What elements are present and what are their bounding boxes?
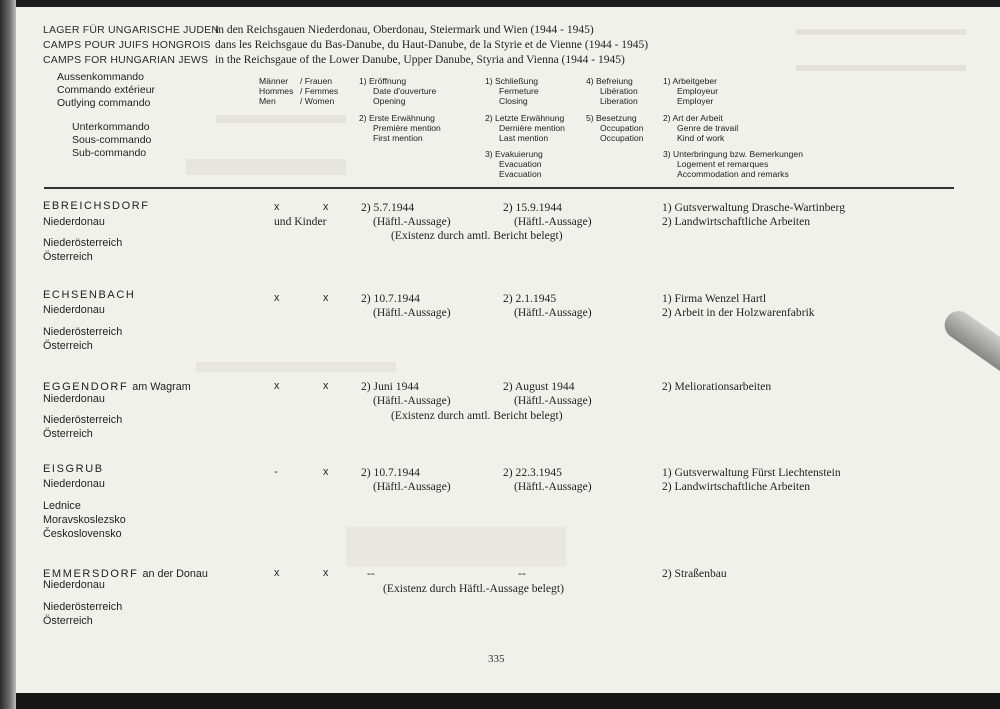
women-mark: x — [323, 292, 329, 304]
women-fr: / Femmes — [300, 86, 339, 96]
women-mark: x — [323, 567, 329, 579]
evac-en: Evacuation — [499, 169, 542, 179]
opening-en: Opening — [373, 96, 406, 106]
camp-state: Moravskoslezsko — [43, 514, 126, 526]
remark-2: 2) Landwirtschaftliche Arbeiten — [662, 480, 811, 493]
col-closing — [485, 76, 539, 106]
camp-region: Niederdonau — [43, 393, 105, 405]
existence-note: (Existenz durch amtl. Bericht belegt) — [391, 409, 563, 422]
camp-country: Österreich — [43, 340, 93, 352]
closing-de: 1) Schließung — [485, 76, 539, 86]
accom-en: Accommodation and remarks — [677, 169, 789, 179]
first-de: 2) Erste Erwähnung — [359, 113, 435, 123]
existence-note: (Existenz durch Häftl.-Aussage belegt) — [383, 582, 564, 595]
work-fr: Genre de travail — [677, 123, 739, 133]
outlying-commando-label — [57, 71, 155, 110]
col-accommodation — [663, 149, 803, 179]
women-note: und Kinder — [274, 215, 327, 228]
header-regions — [215, 23, 648, 68]
camp-name: EISGRUB — [43, 463, 104, 475]
camp-town: Lednice — [43, 500, 81, 512]
camp-region: Niederdonau — [43, 216, 105, 228]
region-fr: dans les Reichsgaue du Bas-Danube, du Haut-Danube, de la Styrie et de Vienne (1944 - 1945) — [215, 39, 649, 51]
closing-en: Closing — [499, 96, 528, 106]
camp-name: EBREICHSDORF — [43, 200, 150, 212]
men-mark: x — [274, 380, 280, 392]
header-divider — [44, 187, 954, 189]
opening-fr: Date d'ouverture — [373, 86, 437, 96]
entry-emmersdorf — [43, 564, 973, 639]
men-fr: Hommes — [259, 86, 294, 96]
col-men — [259, 76, 293, 106]
entry-echsenbach — [43, 289, 973, 364]
opening-de: 1) Eröffnung — [359, 76, 407, 86]
scanner-edge — [16, 693, 1000, 709]
women-mark: x — [323, 466, 329, 478]
col-first-mention — [359, 113, 441, 143]
camp-country: Österreich — [43, 615, 93, 627]
open-source: (Häftl.-Aussage) — [373, 215, 451, 228]
camp-name: EGGENDORF — [43, 381, 129, 393]
last-fr: Dernière mention — [499, 123, 565, 133]
first-fr: Première mention — [373, 123, 441, 133]
camp-state: Niederösterreich — [43, 414, 123, 426]
close-date: 2) August 1944 — [503, 380, 575, 393]
camp-name: EMMERSDORF — [43, 568, 139, 580]
region-de: in den Reichsgauen Niederdonau, Oberdonau, Steiermark und Wien (1944 - 1945) — [215, 24, 594, 36]
entry-eggendorf — [43, 377, 973, 452]
close-source: (Häftl.-Aussage) — [514, 215, 592, 228]
occupation-en: Occupation — [600, 133, 644, 143]
men-mark: x — [274, 567, 280, 579]
remark-1: 2) Straßenbau — [662, 567, 727, 580]
open-source: (Häftl.-Aussage) — [373, 480, 451, 493]
remark-2: 2) Landwirtschaftliche Arbeiten — [662, 215, 811, 228]
occupation-de: 5) Besetzung — [586, 113, 637, 123]
close-date: 2) 2.1.1945 — [503, 292, 557, 305]
sub-fr: Sous-commando — [72, 134, 152, 146]
close-source: (Häftl.-Aussage) — [514, 394, 592, 407]
camp-region: Niederdonau — [43, 304, 105, 316]
outlying-fr: Commando extérieur — [57, 84, 156, 96]
camp-country: Österreich — [43, 428, 93, 440]
open-date: 2) 5.7.1944 — [361, 201, 415, 214]
remark-1: 2) Meliorationsarbeiten — [662, 380, 772, 393]
open-date: 2) 10.7.1944 — [361, 292, 420, 305]
camp-region: Niederdonau — [43, 478, 105, 490]
outlying-de: Aussenkommando — [57, 71, 144, 83]
region-en: in the Reichsgaue of the Lower Danube, Upper Danube, Styria and Vienna (1944 - 1945) — [215, 54, 625, 66]
sub-de: Unterkommando — [72, 121, 150, 133]
women-mark: x — [323, 201, 329, 213]
camp-name-suffix: am Wagram — [132, 381, 191, 393]
open-source: (Häftl.-Aussage) — [373, 306, 451, 319]
occupation-fr: Occupation — [600, 123, 644, 133]
first-en: First mention — [373, 133, 423, 143]
camp-country: Československo — [43, 528, 122, 540]
remark-1: 1) Gutsverwaltung Fürst Liechtenstein — [662, 466, 841, 479]
open-date: 2) Juni 1944 — [361, 380, 419, 393]
men-de: Männer — [259, 76, 289, 86]
camp-state: Niederösterreich — [43, 601, 123, 613]
title-en: CAMPS FOR HUNGARIAN JEWS — [43, 54, 209, 66]
outlying-en: Outlying commando — [57, 97, 151, 109]
work-de: 2) Art der Arbeit — [663, 113, 723, 123]
open-source: (Häftl.-Aussage) — [373, 394, 451, 407]
col-evacuation — [485, 149, 543, 179]
page-number: 335 — [488, 653, 505, 665]
evac-de: 3) Evakuierung — [485, 149, 543, 159]
liberation-fr: Libération — [600, 86, 638, 96]
open-date: -- — [367, 567, 375, 580]
col-liberation — [586, 76, 638, 106]
employer-de: 1) Arbeitgeber — [663, 76, 717, 86]
men-mark: x — [274, 201, 280, 213]
col-kind-of-work — [663, 113, 738, 143]
men-mark: - — [274, 466, 278, 478]
close-source: (Häftl.-Aussage) — [514, 306, 592, 319]
women-mark: x — [323, 380, 329, 392]
document-page — [16, 7, 1000, 693]
entry-eisgrub — [43, 463, 973, 553]
women-en: / Women — [300, 96, 335, 106]
evac-fr: Evacuation — [499, 159, 542, 169]
remark-1: 1) Firma Wenzel Hartl — [662, 292, 767, 305]
men-en: Men — [259, 96, 276, 106]
close-date: 2) 15.9.1944 — [503, 201, 562, 214]
close-date: 2) 22.3.1945 — [503, 466, 562, 479]
col-employer — [663, 76, 718, 106]
close-source: (Häftl.-Aussage) — [514, 480, 592, 493]
header-titles — [43, 23, 219, 68]
camp-name-suffix: an der Donau — [142, 568, 208, 580]
last-de: 2) Letzte Erwähnung — [485, 113, 565, 123]
open-date: 2) 10.7.1944 — [361, 466, 420, 479]
remark-2: 2) Arbeit in der Holzwarenfabrik — [662, 306, 815, 319]
accom-fr: Logement et remarques — [677, 159, 769, 169]
sub-commando-label — [72, 121, 151, 160]
col-women — [300, 76, 338, 106]
employer-fr: Employeur — [677, 86, 719, 96]
liberation-en: Liberation — [600, 96, 638, 106]
women-de: / Frauen — [300, 76, 333, 86]
camp-state: Niederösterreich — [43, 237, 123, 249]
col-opening — [359, 76, 436, 106]
camp-state: Niederösterreich — [43, 326, 123, 338]
camp-country: Österreich — [43, 251, 93, 263]
employer-en: Employer — [677, 96, 714, 106]
title-fr: CAMPS POUR JUIFS HONGROIS — [43, 39, 211, 51]
remark-1: 1) Gutsverwaltung Drasche-Wartinberg — [662, 201, 846, 214]
accom-de: 3) Unterbringung bzw. Bemerkungen — [663, 149, 803, 159]
entry-ebreichsdorf — [43, 200, 973, 285]
sub-en: Sub-commando — [72, 147, 147, 159]
title-de: LAGER FÜR UNGARISCHE JUDEN — [43, 24, 220, 36]
closing-fr: Fermeture — [499, 86, 539, 96]
book-spine — [0, 0, 16, 709]
close-date: -- — [518, 567, 526, 580]
camp-region: Niederdonau — [43, 579, 105, 591]
col-last-mention — [485, 113, 565, 143]
camp-name: ECHSENBACH — [43, 289, 136, 301]
liberation-de: 4) Befreiung — [586, 76, 633, 86]
col-occupation — [586, 113, 643, 143]
men-mark: x — [274, 292, 280, 304]
last-en: Last mention — [499, 133, 549, 143]
work-en: Kind of work — [677, 133, 725, 143]
existence-note: (Existenz durch amtl. Bericht belegt) — [391, 229, 563, 242]
